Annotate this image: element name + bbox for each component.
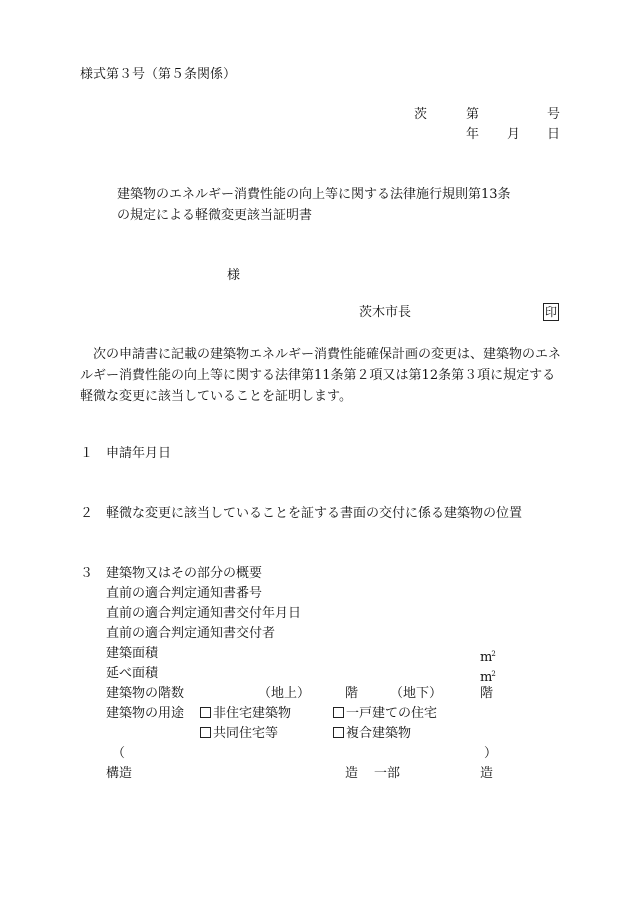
item-1-number: １ [80, 446, 94, 461]
item-3-label: 建築物又はその部分の概要 [106, 566, 263, 581]
addressee-honorific: 様 [227, 268, 241, 283]
title-line-2: の規定による軽微変更該当証明書 [117, 208, 313, 223]
item-3-number: ３ [80, 566, 94, 581]
prev-notice-date-label: 直前の適合判定通知書交付年月日 [106, 606, 302, 621]
date-month: 月 [507, 127, 521, 142]
total-floor-area-unit [480, 666, 496, 686]
certification-text: 次の申請書に記載の建築物エネルギー消費性能確保計画の変更は、建築物のエネルギー消費性能の向上等に関する法律第11条第２項又は第12条第３項に規定する軽微な変更に該当していることを証明します。 [80, 347, 562, 404]
issue-dai: 第 [466, 107, 480, 122]
paren-close: ） [484, 746, 498, 761]
below-ground-label: （地下） [390, 686, 443, 701]
seal-mark-text: 印 [544, 305, 557, 319]
use-option-label: 一戸建ての住宅 [346, 706, 438, 721]
total-floor-area-label: 延べ面積 [106, 666, 159, 681]
above-ground-label: （地上） [258, 686, 311, 701]
seal-mark [543, 303, 559, 321]
title-line-1: 建築物のエネルギー消費性能の向上等に関する法律施行規則第13条 [117, 187, 511, 202]
prev-notice-number-label: 直前の適合判定通知書番号 [106, 586, 263, 601]
structure-suffix: 造 [345, 766, 359, 781]
checkbox[interactable] [200, 727, 211, 738]
above-ground-floor-unit: 階 [345, 686, 359, 701]
use-label: 建築物の用途 [106, 706, 185, 721]
item-2-number: ２ [80, 506, 94, 521]
form-label: 様式第３号（第５条関係） [80, 67, 237, 82]
use-option-mixed[interactable] [333, 726, 411, 742]
total-floor-area-unit-sup: 2 [491, 670, 496, 678]
issue-go: 号 [547, 107, 561, 122]
checkbox[interactable] [333, 727, 344, 738]
structure-label: 構造 [106, 766, 133, 781]
below-ground-floor-unit: 階 [480, 686, 494, 701]
issue-prefix: 茨 [414, 107, 428, 122]
floors-label: 建築物の階数 [106, 686, 185, 701]
building-area-unit [480, 646, 496, 666]
item-1-label: 申請年月日 [106, 446, 172, 461]
prev-notice-issuer-label: 直前の適合判定通知書交付者 [106, 626, 276, 641]
checkbox[interactable] [200, 707, 211, 718]
total-floor-area-unit-text: m [480, 670, 493, 685]
item-2-label: 軽微な変更に該当していることを証する書面の交付に係る建築物の位置 [106, 506, 523, 521]
use-option-apartment[interactable] [200, 726, 278, 742]
checkbox[interactable] [333, 707, 344, 718]
use-option-non-residential[interactable] [200, 706, 291, 722]
issuer-name: 茨木市長 [359, 305, 412, 320]
building-area-unit-sup: 2 [491, 650, 496, 658]
use-option-label: 非住宅建築物 [213, 706, 292, 721]
partial-structure-suffix: 造 [480, 766, 494, 781]
date-day: 日 [547, 127, 561, 142]
use-option-label: 共同住宅等 [213, 726, 279, 741]
building-area-label: 建築面積 [106, 646, 159, 661]
use-option-label: 複合建築物 [346, 726, 412, 741]
building-area-unit-text: m [480, 650, 493, 665]
partial-structure-label: 一部 [374, 766, 401, 781]
use-option-detached-house[interactable] [333, 706, 437, 722]
date-year: 年 [466, 127, 480, 142]
paren-open: （ [112, 746, 126, 761]
